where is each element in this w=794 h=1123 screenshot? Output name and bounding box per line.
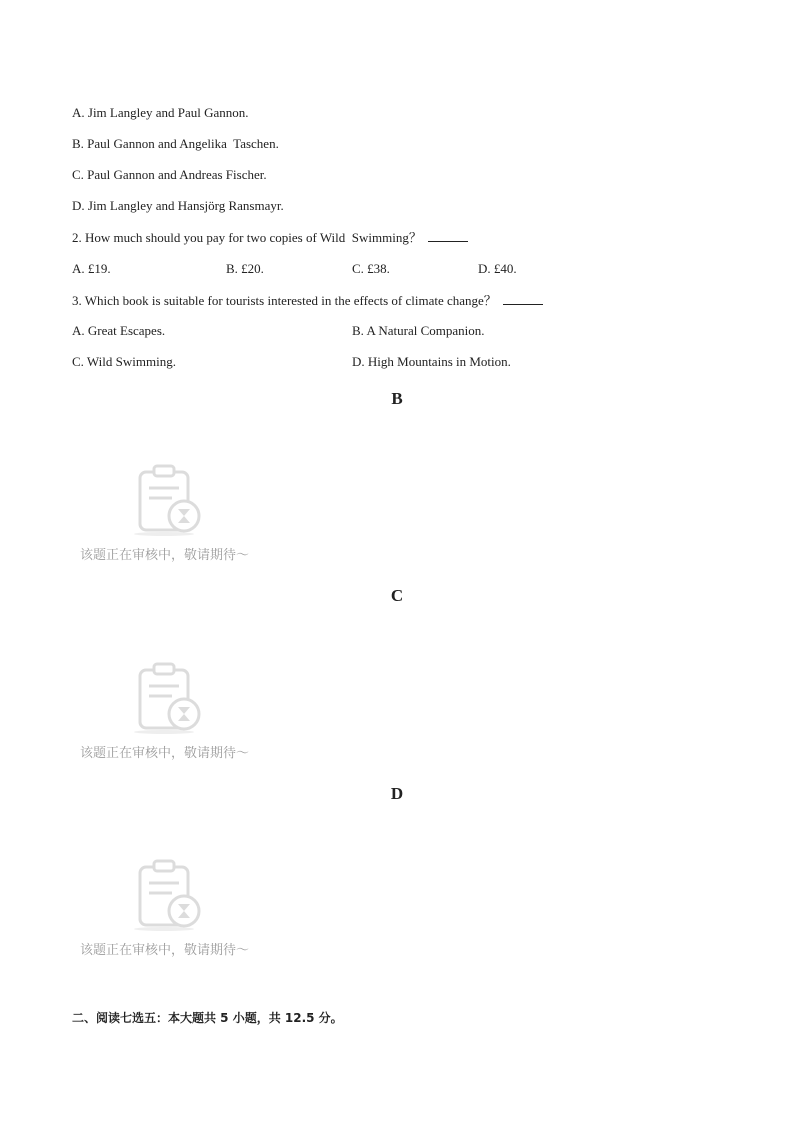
q1-option-b: B. Paul Gannon and Angelika Taschen. (72, 136, 279, 151)
clipboard-hourglass-icon (134, 859, 204, 931)
q1-option-a: A. Jim Langley and Paul Gannon. (72, 105, 249, 120)
section-heading-c: C (390, 586, 404, 605)
q2-option-d: D. £40. (478, 261, 517, 276)
pending-review-placeholder (80, 859, 280, 959)
q3-option-a: A. Great Escapes. (72, 323, 166, 338)
pending-review-placeholder (80, 662, 280, 762)
pending-review-placeholder (80, 464, 280, 564)
q3-stem (72, 292, 543, 309)
pending-review-text: 该题正在审核中，敬请期待～ (80, 548, 250, 563)
q2-option-b: B. £20. (226, 261, 264, 276)
answer-blank (503, 292, 543, 305)
q1-option-c: C. Paul Gannon and Andreas Fischer. (72, 167, 267, 182)
part-two-heading: 二、阅读七选五：本大题共 5 小题，共 12.5 分。 (72, 1011, 343, 1025)
clipboard-hourglass-icon (134, 662, 204, 734)
pending-review-text: 该题正在审核中，敬请期待～ (80, 746, 250, 761)
q2-option-a: A. £19. (72, 261, 111, 276)
section-heading-d: D (390, 784, 404, 803)
q3-option-d: D. High Mountains in Motion. (352, 354, 511, 369)
clipboard-hourglass-icon (134, 464, 204, 536)
q3-option-c: C. Wild Swimming. (72, 354, 176, 369)
q2-stem (72, 229, 468, 246)
q3-option-b: B. A Natural Companion. (352, 323, 485, 338)
q2-option-c: C. £38. (352, 261, 390, 276)
section-heading-b: B (391, 389, 403, 408)
pending-review-text: 该题正在审核中，敬请期待～ (80, 943, 250, 958)
q2-stem-text: 2. How much should you pay for two copies of Wild Swimming？ (72, 230, 422, 245)
answer-blank (428, 229, 468, 242)
q3-stem-text: 3. Which book is suitable for tourists interested in the effects of climate change？ (72, 293, 497, 308)
q1-option-d: D. Jim Langley and Hansjörg Ransmayr. (72, 198, 284, 213)
